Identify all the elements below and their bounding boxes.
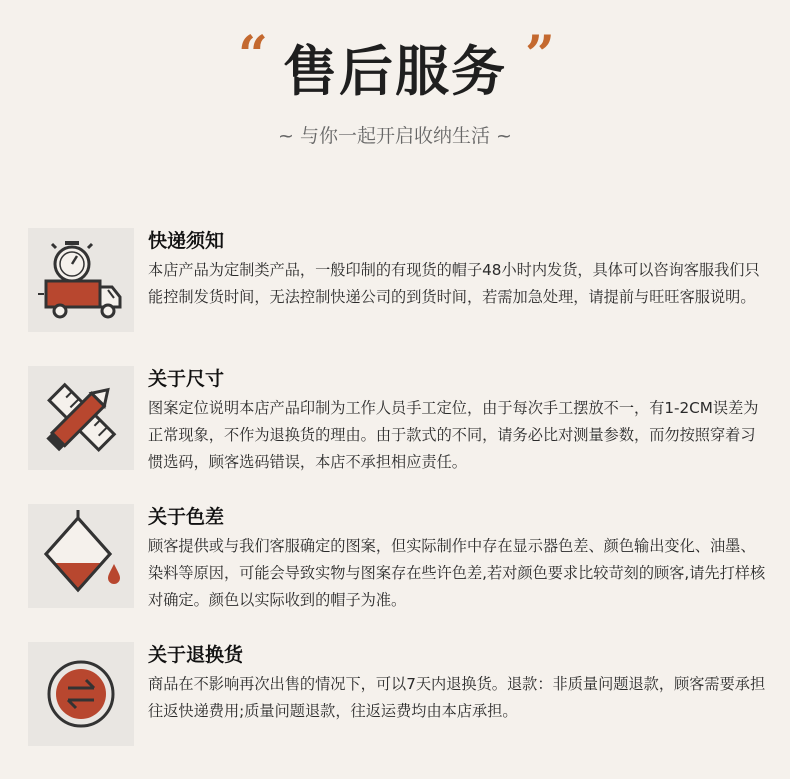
- icon-box: [28, 504, 134, 608]
- close-quote: ”: [525, 25, 555, 86]
- section-title: 关于尺寸: [148, 368, 225, 390]
- section-size: [28, 366, 768, 476]
- paint-bucket-drop-icon: [28, 504, 134, 608]
- icon-box: [28, 228, 134, 332]
- section-text: [148, 228, 768, 311]
- header: [0, 25, 790, 147]
- ruler-pencil-icon: [28, 366, 134, 470]
- section-title: 关于退换货: [148, 644, 244, 666]
- page-title: 售后服务: [283, 40, 507, 103]
- section-text: [148, 504, 768, 614]
- section-text: [148, 642, 768, 725]
- section-body: 图案定位说明本店产品印制为工作人员手工定位，由于每次手工摆放不一，有1-2CM误差为正常现象，不作为退换货的理由。由于款式的不同，请务必比对测量参数，而勿按照穿着习惯选码，顾客选码错误，本店不承担相应责任。: [148, 399, 759, 471]
- title-row: [0, 25, 790, 110]
- section-body: 本店产品为定制类产品，一般印制的有现货的帽子48小时内发货，具体可以咨询客服我们只能控制发货时间，无法控制快递公司的到货时间，若需加急处理，请提前与旺旺客服说明。: [148, 261, 760, 306]
- icon-box: [28, 642, 134, 746]
- icon-box: [28, 366, 134, 470]
- section-delivery: [28, 228, 768, 338]
- section-color: [28, 504, 768, 614]
- exchange-arrows-icon: [28, 642, 134, 746]
- page-subtitle: ~ 与你一起开启收纳生活 ~: [278, 125, 512, 147]
- section-title: 快递须知: [148, 230, 225, 252]
- section-text: [148, 366, 768, 476]
- delivery-truck-stopwatch-icon: [28, 228, 134, 332]
- section-return: [28, 642, 768, 746]
- section-title: 关于色差: [148, 506, 225, 528]
- open-quote: “: [238, 25, 268, 86]
- section-body: 商品在不影响再次出售的情况下，可以7天内退换货。退款：非质量问题退款，顾客需要承担往返快递费用;质量问题退款，往返运费均由本店承担。: [148, 675, 766, 720]
- section-body: 顾客提供或与我们客服确定的图案，但实际制作中存在显示器色差、颜色输出变化、油墨、染料等原因，可能会导致实物与图案存在些许色差,若对颜色要求比较苛刻的顾客,请先打样核对确定。颜色以实际收到的帽子为准。: [148, 537, 766, 609]
